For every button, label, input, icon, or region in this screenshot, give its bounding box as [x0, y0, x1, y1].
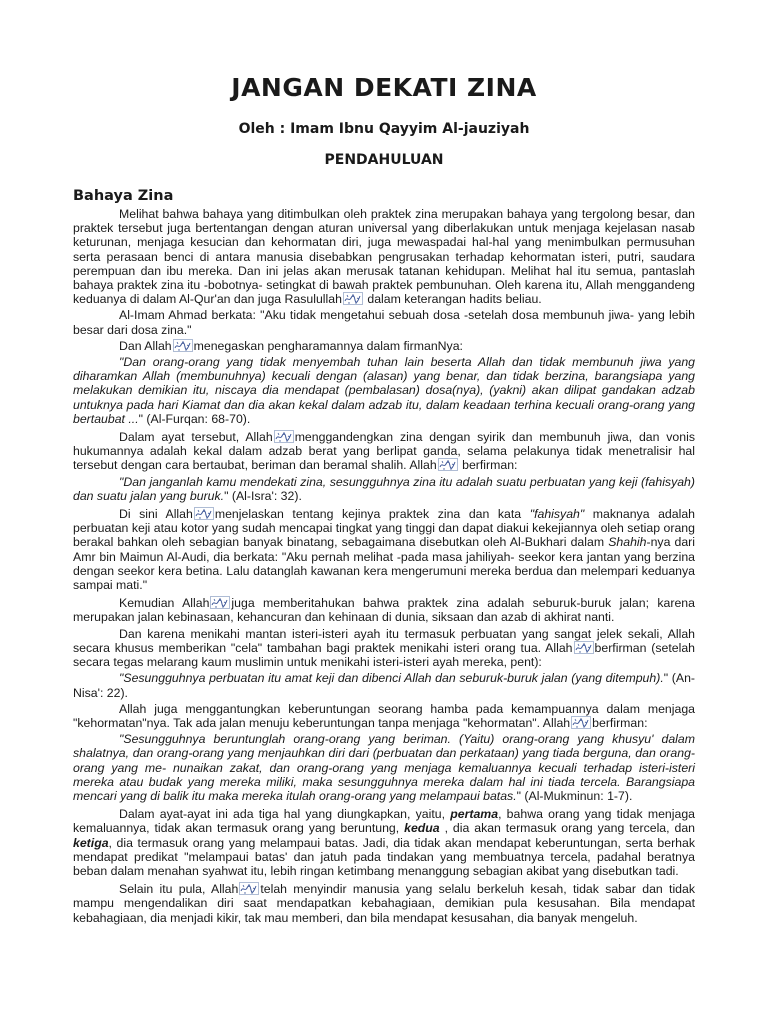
quran-quote: "Sesungguhnya beruntunglah orang-orang yang beriman. (Yaitu) orang-orang yang khusyu' dalam shalatnya, dan orang-orang yang menjauhkan diri dari (perbuatan dan perkataan) yang tiada berguna, dan orang-orang yang me- nunaikan zakat, dan orang-orang yang menjaga kemaluannya kecuali terhadap isteri-isteri mereka atau budak yang mereka miliki, maka sesungguhnya mereka dalam hal ini tiada tercela. Barangsiapa mencari yang di balik itu maka mereka itulah orang-orang yang melampaui batas." (Al-Mukminun: 1-7). [73, 732, 695, 803]
saw-calligraphy-icon [343, 292, 363, 305]
paragraph: Melihat bahwa bahaya yang ditimbulkan oleh praktek zina merupakan bahaya yang tergolong besar, dan praktek tersebut juga bertentangan dengan aturan universal yang diberlakukan untuk menjaga kejelasan nasab keturunan, menjaga kesucian dan kehormatan diri, juga mewaspadai hal-hal yang menimbulkan permusuhan serta perasaan benci di antara manusia disebabkan pengrusakan terhadap kehormatan isteri, putri, saudara perempuan dan ibu mereka. Dan ini jelas akan merusak tatanan kehidupan. Melihat hal itu semua, pantaslah bahaya praktek zina itu -bobotnya- setingkat di bawah praktek pembunuhan. Oleh karena itu, Allah menggandeng keduanya di dalam Al-Qur'an dan juga Rasulullah dalam keterangan hadits beliau. [73, 207, 695, 307]
paragraph: Selain itu pula, Allah telah menyindir manusia yang selalu berkeluh kesah, tidak sabar dan tidak mampu mengendalikan diri saat mendapatkan kebahagiaan, demikian pula kesusahan. Bila mendapat kebahagiaan, dia menjadi kikir, tak mau memberi, dan bila mendapat kesusahan, dia banyak mengeluh. [73, 882, 695, 925]
swt-calligraphy-icon [239, 882, 259, 895]
paragraph: Dan karena menikahi mantan isteri-isteri ayah itu termasuk perbuatan yang sangat jelek sekali, Allah secara khusus memberikan "cela" tambahan bagi praktek menikahi isteri orang tua. Allah berfirman (setelah secara tegas melarang kaum muslimin untuk menikahi isteri-isteri ayah mereka, pent): [73, 626, 696, 670]
paragraph: Dalam ayat tersebut, Allah menggandengkan zina dengan syirik dan membunuh jiwa, dan vonis hukumannya adalah kekal dalam adzab berat yang berlipat ganda, selama pelakunya tidak menetralisir hal tersebut dengan cara bertaubat, beriman dan beramal shalih. Allah berfirman: [73, 430, 695, 473]
author-line: Oleh : Imam Ibnu Qayyim Al-jauziyah [238, 121, 530, 137]
quran-quote: "Dan orang-orang yang tidak menyembah tuhan lain beserta Allah dan tidak membunuh jiwa yang diharamkan Allah (membunuhnya) kecuali dengan (alasan) yang benar, dan tidak berzina, barangsiapa yang melakukan demikian itu, niscaya dia mendapat (pembalasan) dosa(nya), (yakni) akan dilipat gandakan adzab untuknya pada hari Kiamat dan dia akan kekal dalam adzab itu, dalam keadaan terhina kecuali orang-orang yang bertaubat ..." (Al-Furqan: 68-70). [73, 355, 695, 426]
swt-calligraphy-icon [574, 641, 594, 654]
paragraph: Allah juga menggantungkan keberuntungan seorang hamba pada kemampuannya dalam menjaga "kehormatan"nya. Tak ada jalan menuju keberuntungan tanpa menjaga "kehormatan". Allah berfirman: [73, 701, 695, 730]
swt-calligraphy-icon [210, 596, 230, 609]
swt-calligraphy-icon [274, 430, 294, 443]
quran-quote: "Sesungguhnya perbuatan itu amat keji dan dibenci Allah dan seburuk-buruk jalan (yang ditempuh)." (An-Nisa': 22). [73, 671, 695, 700]
quran-quote: "Dan janganlah kamu mendekati zina, sesungguhnya zina itu adalah suatu perbuatan yang keji (fahisyah) dan suatu jalan yang buruk." (Al-Isra': 32). [73, 474, 695, 503]
paragraph: Al-Imam Ahmad berkata: "Aku tidak mengetahui sebuah dosa -setelah dosa membunuh jiwa- yang lebih besar dari dosa zina." [73, 308, 695, 337]
subheading: Bahaya Zina [73, 188, 174, 204]
paragraph: Kemudian Allah juga memberitahukan bahwa praktek zina adalah seburuk-buruk jalan; karena merupakan jalan kebinasaan, kehancuran dan kehinaan di dunia, siksaan dan azab di akhirat nanti. [73, 596, 695, 625]
paragraph: Dalam ayat-ayat ini ada tiga hal yang diungkapkan, yaitu, pertama, bahwa orang yang tidak menjaga kemaluannya, tidak akan termasuk orang yang beruntung, kedua , dia akan termasuk orang yang tercela, dan ketiga, dia termasuk orang yang melampaui batas. Jadi, dia tidak akan mendapat keberuntungan, serta berhak mendapat predikat "melampaui batas' dan jatuh pada tindakan yang membuatnya tercela, padahal beratnya beban dalam menahan syahwat itu, lebih ringan ketimbang menanggung sebagian akibat yang disebutkan tadi. [73, 807, 695, 878]
section-heading: PENDAHULUAN [324, 152, 444, 168]
paragraph: Dan Allah menegaskan pengharamannya dalam firmanNya: [119, 338, 463, 353]
article-body [73, 207, 695, 927]
document-title: JANGAN DEKATI ZINA [231, 73, 537, 102]
swt-calligraphy-icon [173, 339, 193, 352]
swt-calligraphy-icon [194, 507, 214, 520]
swt-calligraphy-icon [571, 716, 591, 729]
swt-calligraphy-icon [438, 458, 458, 471]
paragraph: Di sini Allah menjelaskan tentang kejinya praktek zina dan kata "fahisyah" maknanya adalah perbuatan keji atau kotor yang sudah mencapai tingkat yang tinggi dan dapat diakui kekejiannya oleh setiap orang berakal bahkan oleh sebagian banyak binatang, sebagaimana disebutkan oleh Al-Bukhari dalam Shahih-nya dari Amr bin Maimun Al-Audi, dia berkata: "Aku pernah melihat -pada masa jahiliyah- seekor kera jantan yang berzina dengan seekor kera betina. Lalu datanglah kawanan kera mengerumuni mereka berdua dan melempari keduanya sampai mati." [73, 507, 696, 593]
